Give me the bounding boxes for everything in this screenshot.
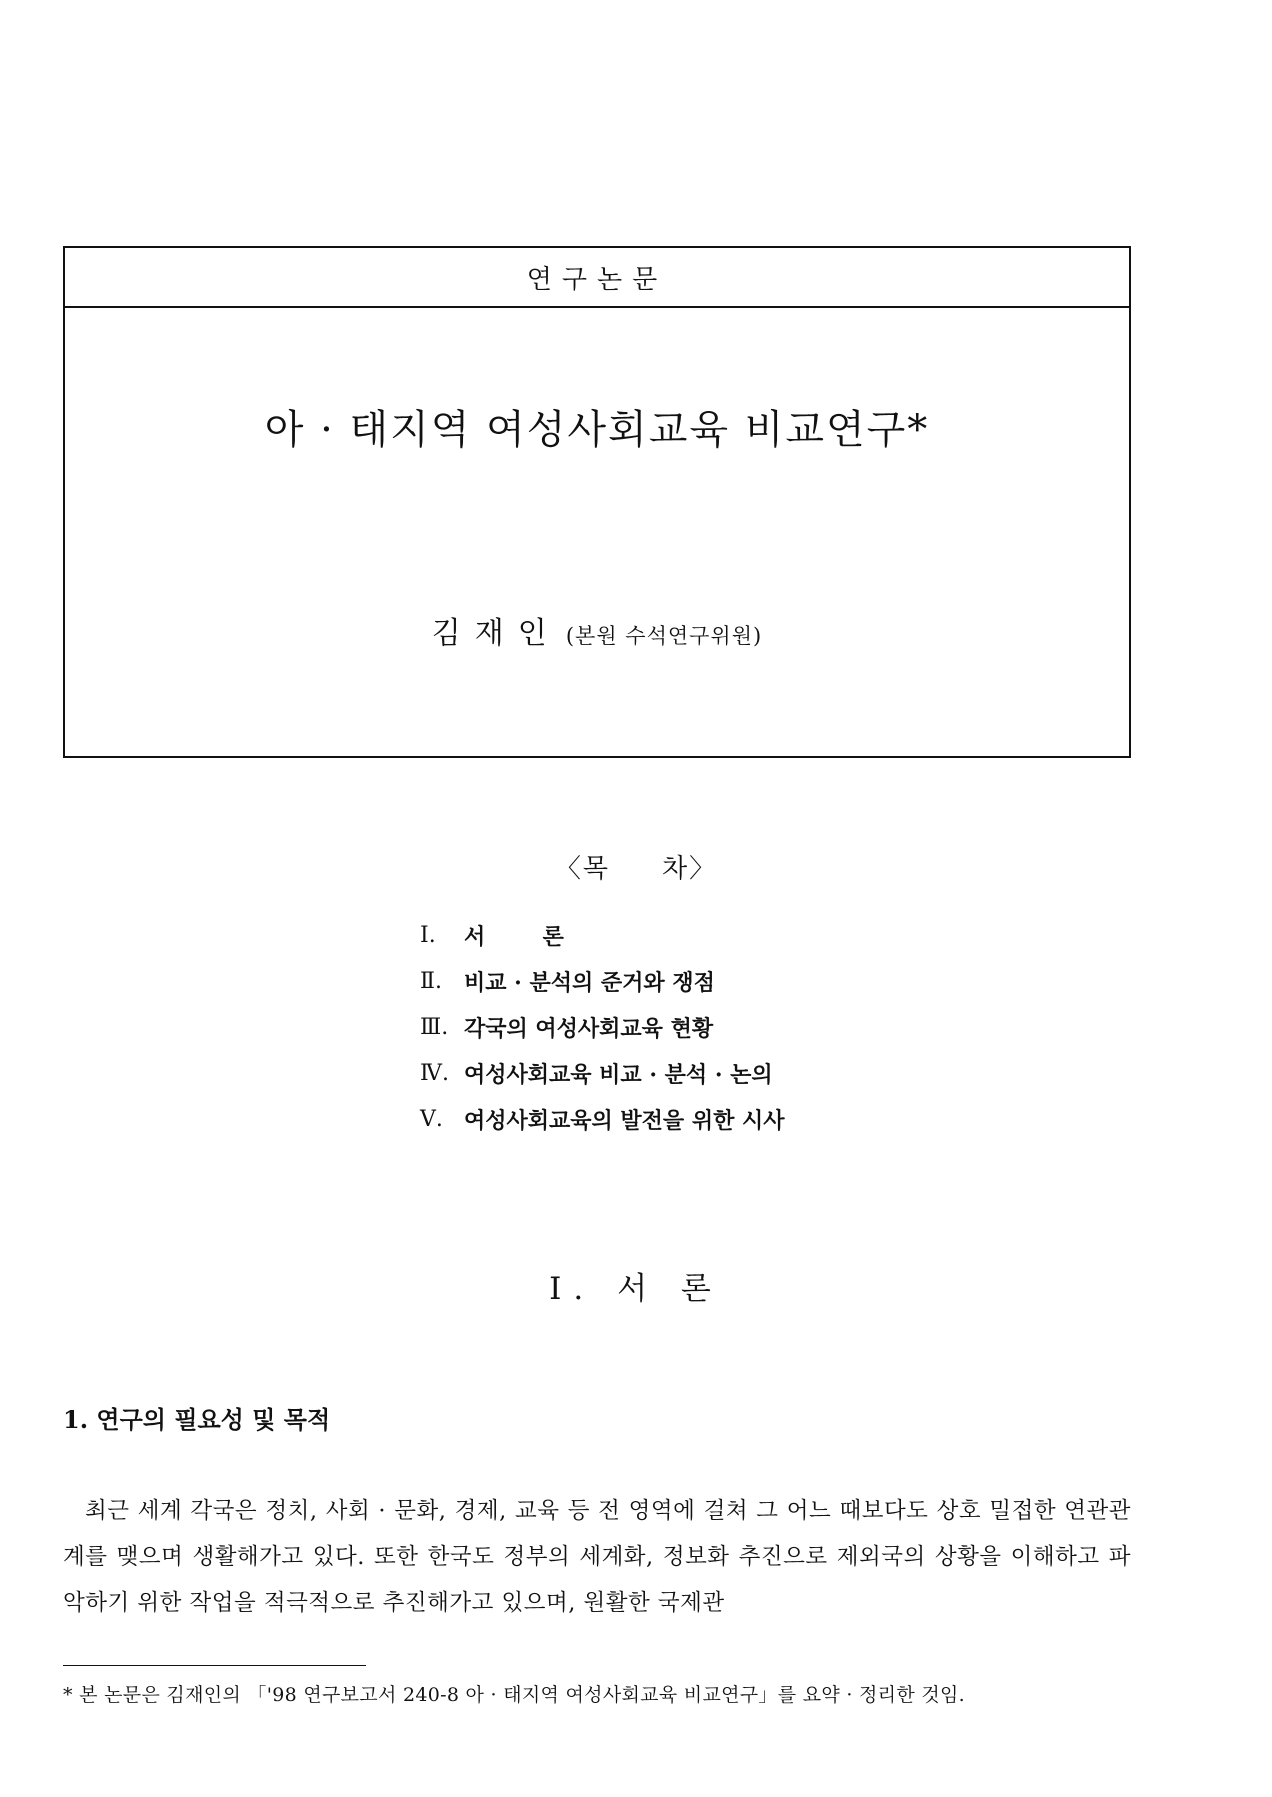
- section-heading: Ⅰ. 서 론: [549, 1271, 723, 1307]
- toc-item: [420, 1096, 785, 1142]
- author-affiliation: (본원 수석연구위원): [565, 624, 763, 648]
- toc-heading-close: 차〉: [662, 854, 718, 884]
- toc-list: [420, 912, 785, 1142]
- toc-item-number: Ⅴ.: [420, 1106, 443, 1132]
- author-name: 김재인: [431, 616, 561, 651]
- toc-item-number: Ⅲ.: [420, 1014, 449, 1040]
- toc-item-label: 비교 · 분석의 준거와 쟁점: [464, 969, 715, 996]
- toc-item-number: Ⅱ.: [420, 968, 442, 994]
- toc-item-label: 여성사회교육의 발전을 위한 시사: [464, 1107, 785, 1134]
- toc-item: [420, 958, 785, 1004]
- toc-item-label: 각국의 여성사회교육 현황: [464, 1015, 714, 1042]
- toc-heading: [0, 848, 1272, 885]
- toc-item: [420, 912, 785, 958]
- toc-item-label: 서 론: [464, 923, 578, 950]
- body-paragraph-text: 최근 세계 각국은 정치, 사회 · 문화, 경제, 교육 등 전 영역에 걸쳐 그 어느 때보다도 상호 밀접한 연관관계를 맺으며 생활해가고 있다. 또한 한국도 정부의 세계화, 정보화 추진으로 제외국의 상황을 이해하고 파악하기 위한 작업을 적극적으로 추진해가고 있으며, 원활한 국제관: [63, 1498, 1131, 1616]
- header-box: [63, 246, 1131, 758]
- toc-item-number: Ⅳ.: [420, 1060, 449, 1086]
- toc-item-label: 여성사회교육 비교 · 분석 · 논의: [464, 1061, 773, 1088]
- article-type-label: 연구논문: [65, 248, 1129, 308]
- paper-title: 아 · 태지역 여성사회교육 비교연구*: [264, 407, 930, 453]
- toc-item: [420, 1004, 785, 1050]
- subsection-heading: 1. 연구의 필요성 및 목적: [63, 1405, 331, 1434]
- body-paragraph: [63, 1488, 1131, 1626]
- footnote: * 본 논문은 김재인의 「'98 연구보고서 240-8 아 · 태지역 여성사회교육 비교연구」를 요약 · 정리한 것임.: [63, 1684, 965, 1706]
- toc-item-number: Ⅰ.: [420, 922, 436, 948]
- author-line: [65, 608, 1129, 652]
- toc-heading-open: 〈목: [554, 854, 610, 884]
- footnote-divider: [63, 1665, 366, 1666]
- toc-item: [420, 1050, 785, 1096]
